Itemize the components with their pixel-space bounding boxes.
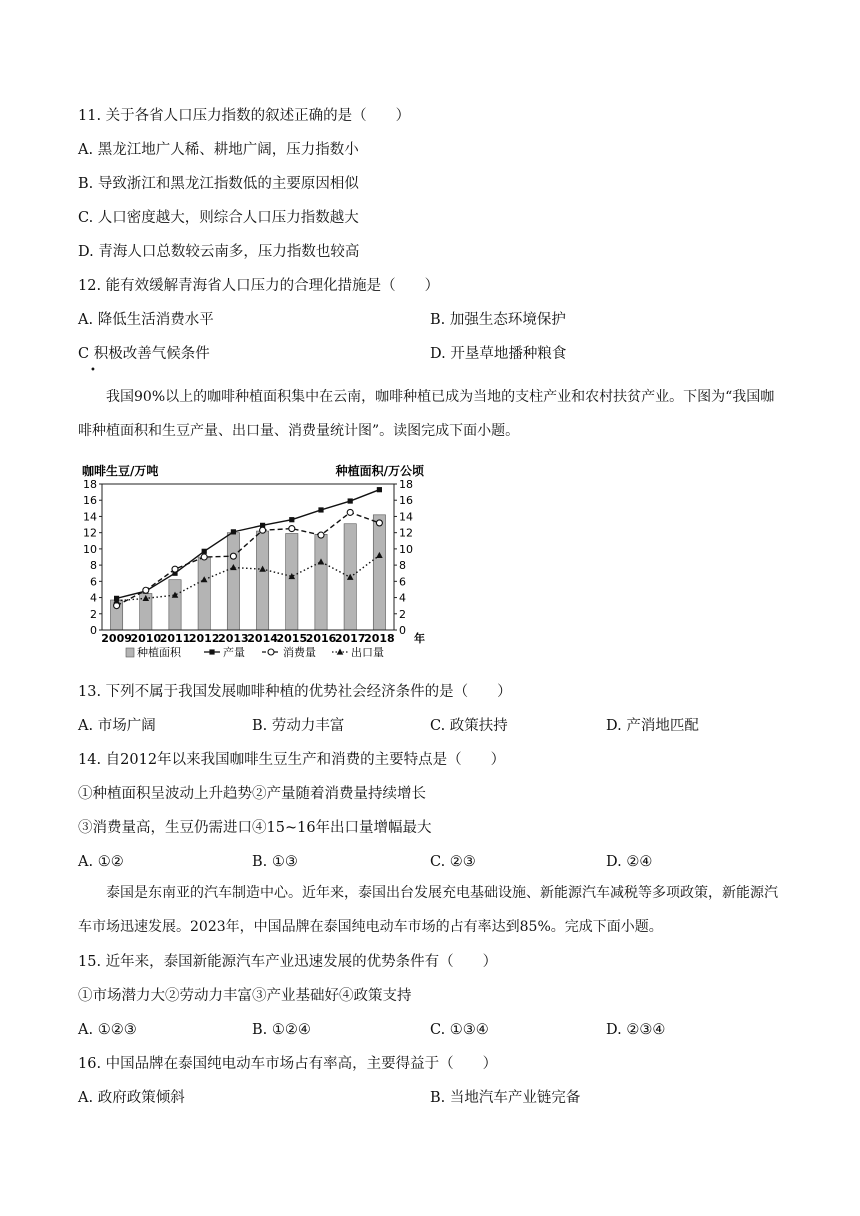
left-tick-label: 6: [90, 575, 97, 589]
x-tick-label: 2016: [305, 632, 337, 645]
point-consumption: [143, 587, 149, 593]
right-tick-label: 12: [399, 526, 413, 540]
question-13-stem: 13. 下列不属于我国发展咖啡种植的优势社会经济条件的是（ ）: [78, 684, 512, 700]
question-15-option-c: C. ①③④: [430, 1022, 489, 1038]
series-line-consumption: [117, 512, 380, 605]
x-tick-label: 2010: [130, 632, 162, 645]
question-14-option-c: C. ②③: [430, 854, 476, 870]
right-axis-title: 种植面积/万公顷: [335, 464, 424, 478]
bar-planting-area: [256, 531, 268, 630]
question-12-option-b: B. 加强生态环境保护: [430, 312, 566, 328]
point-production: [289, 517, 294, 522]
bar-planting-area: [315, 534, 327, 630]
question-12-option-a: A. 降低生活消费水平: [78, 312, 214, 328]
left-tick-label: 4: [90, 591, 97, 605]
left-axis-title: 咖啡生豆/万吨: [82, 464, 159, 478]
point-production: [348, 498, 353, 503]
left-tick-label: 12: [83, 526, 97, 540]
bar-planting-area: [286, 533, 298, 630]
left-tick-label: 8: [90, 559, 97, 573]
right-tick-label: 4: [399, 591, 406, 605]
question-16-stem: 16. 中国品牌在泰国纯电动车市场占有率高，主要得益于（ ）: [78, 1056, 498, 1072]
right-tick-label: 18: [399, 478, 413, 491]
question-11-option-d: D. 青海人口总数较云南多，压力指数也较高: [78, 244, 360, 260]
point-consumption: [318, 532, 324, 538]
question-14-option-d: D. ②④: [606, 854, 653, 870]
x-axis-unit: 年: [414, 632, 425, 645]
legend-marker-export: [337, 649, 344, 655]
point-consumption: [230, 553, 236, 559]
point-consumption: [201, 554, 207, 560]
question-12-option-c: C 积极改善气候条件: [78, 346, 210, 362]
coffee-statistics-chart: [78, 462, 428, 668]
left-tick-label: 2: [90, 607, 97, 621]
question-13-option-a: A. 市场广阔: [78, 718, 156, 734]
legend-swatch-planting-area: [126, 648, 134, 657]
question-13-option-c: C. 政策扶持: [430, 718, 508, 734]
question-15-option-d: D. ②③④: [606, 1022, 666, 1038]
point-consumption: [114, 603, 120, 609]
question-15-option-b: B. ①②④: [252, 1022, 311, 1038]
right-tick-label: 8: [399, 559, 406, 573]
point-production: [318, 507, 323, 512]
question-14-stem: 14. 自2012年以来我国咖啡生豆生产和消费的主要特点是（ ）: [78, 752, 506, 768]
right-tick-label: 2: [399, 607, 406, 621]
series-line-export: [117, 555, 380, 600]
question-15-statements: ①市场潜力大②劳动力丰富③产业基础好④政策支持: [78, 988, 412, 1004]
question-11-option-b: B. 导致浙江和黑龙江指数低的主要原因相似: [78, 176, 359, 192]
coffee-intro-paragraph: 我国90%以上的咖啡种植面积集中在云南，咖啡种植已成为当地的支柱产业和农村扶贫产业。下图为“我国咖啡种植面积和生豆产量、出口量、消费量统计图”。读图完成下面小题。: [78, 389, 775, 439]
left-tick-label: 18: [83, 478, 97, 491]
x-tick-label: 2011: [159, 632, 191, 645]
x-tick-label: 2017: [334, 632, 366, 645]
point-production: [202, 549, 207, 554]
right-tick-label: 6: [399, 575, 406, 589]
question-14-statements-2: ③消费量高，生豆仍需进口④15~16年出口量增幅最大: [78, 820, 432, 836]
question-11-option-c: C. 人口密度越大，则综合人口压力指数越大: [78, 210, 359, 226]
bar-planting-area: [169, 580, 181, 630]
thailand-intro-paragraph: 泰国是东南亚的汽车制造中心。近年来，泰国出台发展充电基础设施、新能源汽车减税等多项政策，新能源汽车市场迅速发展。2023年，中国品牌在泰国纯电动车市场的占有率达到85%。完成下面小题。: [78, 885, 778, 935]
right-tick-label: 10: [399, 542, 413, 556]
point-production: [231, 529, 236, 534]
question-12-stem: 12. 能有效缓解青海省人口压力的合理化措施是（ ）: [78, 278, 440, 294]
right-tick-label: 16: [399, 494, 413, 508]
bar-planting-area: [227, 533, 239, 630]
legend-marker-consumption: [268, 649, 274, 655]
point-consumption: [347, 509, 353, 515]
question-14-option-b: B. ①③: [252, 854, 298, 870]
x-tick-label: 2012: [188, 632, 220, 645]
question-16-option-b: B. 当地汽车产业链完备: [430, 1090, 581, 1106]
point-consumption: [289, 526, 295, 532]
question-14-statements-1: ①种植面积呈波动上升趋势②产量随着消费量持续增长: [78, 786, 426, 802]
x-tick-label: 2015: [276, 632, 308, 645]
question-11-stem: 11. 关于各省人口压力指数的叙述正确的是（ ）: [78, 108, 411, 124]
left-tick-label: 16: [83, 494, 97, 508]
left-tick-label: 0: [90, 624, 97, 637]
x-tick-label: 2009: [101, 632, 132, 645]
bar-planting-area: [373, 515, 385, 630]
question-13-option-b: B. 劳动力丰富: [252, 718, 345, 734]
left-tick-label: 14: [83, 510, 97, 524]
legend-marker-production: [209, 649, 214, 654]
question-16-option-a: A. 政府政策倾斜: [78, 1090, 185, 1106]
point-consumption: [376, 520, 382, 526]
x-tick-label: 2018: [364, 632, 395, 645]
question-13-option-d: D. 产消地匹配: [606, 718, 699, 734]
point-production: [377, 487, 382, 492]
right-tick-label: 0: [399, 624, 406, 637]
legend-label-planting-area: 种植面积: [137, 646, 181, 659]
point-consumption: [172, 566, 178, 572]
point-consumption: [260, 527, 266, 533]
left-tick-label: 10: [83, 542, 97, 556]
stray-dot-mark: •: [90, 365, 96, 376]
right-tick-label: 14: [399, 510, 413, 524]
bar-planting-area: [198, 557, 210, 630]
legend-label-export: 出口量: [351, 646, 384, 659]
question-15-option-a: A. ①②③: [78, 1022, 137, 1038]
question-14-option-a: A. ①②: [78, 854, 124, 870]
x-tick-label: 2014: [247, 632, 278, 645]
x-tick-label: 2013: [218, 632, 249, 645]
legend-label-production: 产量: [223, 646, 245, 659]
question-11-option-a: A. 黑龙江地广人稀、耕地广阔，压力指数小: [78, 142, 359, 158]
question-15-stem: 15. 近年来，泰国新能源汽车产业迅速发展的优势条件有（ ）: [78, 954, 498, 970]
legend-label-consumption: 消费量: [283, 646, 316, 659]
question-12-option-d: D. 开垦草地播种粮食: [430, 346, 567, 362]
